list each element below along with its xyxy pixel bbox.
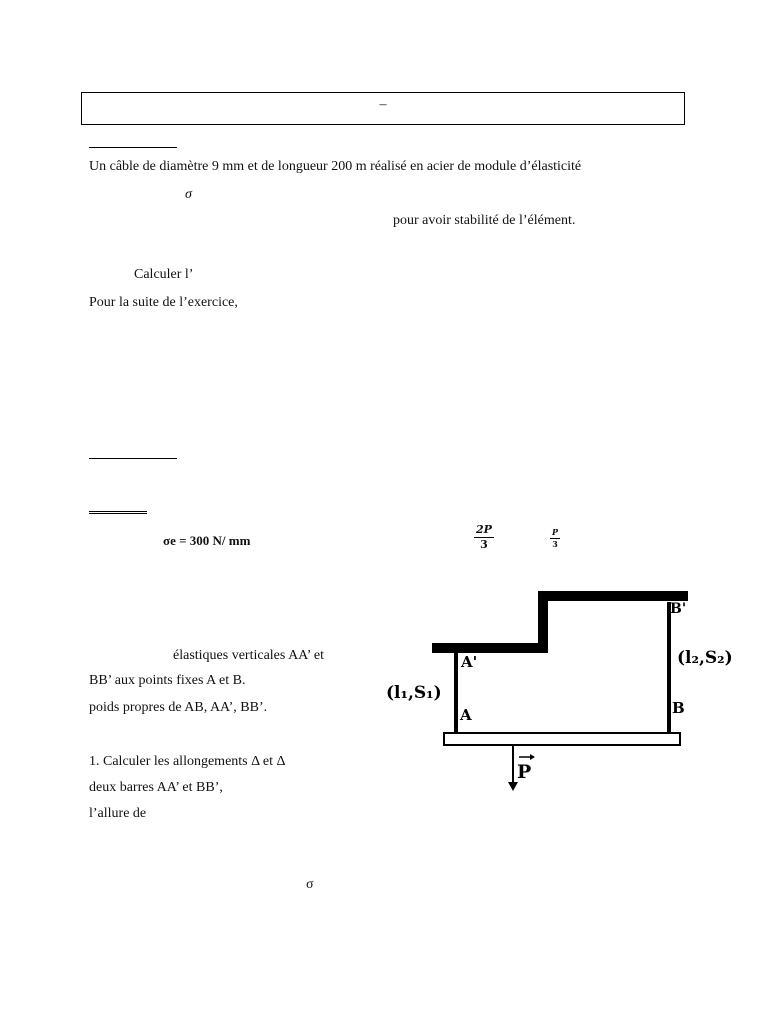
fraction-p-over-3 xyxy=(550,528,560,549)
label-b: B xyxy=(672,699,685,717)
fraction-2p-denominator: 3 xyxy=(480,538,488,551)
data-heading-rule xyxy=(89,511,147,514)
bb-points-text: BB’ aux points fixes A et B. xyxy=(89,673,246,688)
deux-barres-text: deux barres AA’ et BB’, xyxy=(89,780,223,795)
sigma-symbol: σ xyxy=(185,187,192,202)
suite-text: Pour la suite de l’exercice, xyxy=(89,295,238,310)
upper-support-profile xyxy=(432,596,688,648)
beam-ab xyxy=(444,733,680,745)
label-a: A xyxy=(460,706,472,724)
fraction-2p-numerator: 2P xyxy=(476,523,492,536)
exercise-title-box xyxy=(81,92,685,125)
fraction-p-numerator: P xyxy=(552,527,559,537)
fraction-p-denominator: 3 xyxy=(552,539,558,549)
label-b-prime: B' xyxy=(670,601,687,617)
force-arrow-head xyxy=(508,782,518,791)
fraction-2p-over-3 xyxy=(474,524,494,551)
structure-diagram xyxy=(380,580,733,810)
label-bar-1: (l₁,S₁) xyxy=(386,683,442,703)
calculer-text: Calculer l’ xyxy=(134,267,194,282)
section2-heading-rule xyxy=(89,458,177,459)
label-force-p: P xyxy=(517,761,532,783)
question-1-text: 1. Calculer les allongements Δ et Δ xyxy=(89,754,286,769)
yield-stress-value: σe = 300 N/ mm xyxy=(163,533,251,548)
cable-description: Un câble de diamètre 9 mm et de longueur 200 m réalisé en acier de module d’élasticité xyxy=(89,159,582,174)
elastiques-text: élastiques verticales AA’ et xyxy=(173,648,324,663)
label-bar-2: (l₂,S₂) xyxy=(677,648,733,668)
section1-heading-rule xyxy=(89,147,177,148)
force-vector-mark-head xyxy=(530,754,535,760)
sigma-bottom-symbol: σ xyxy=(306,877,314,892)
label-a-prime: A' xyxy=(461,653,478,671)
stability-text: pour avoir stabilité de l’élément. xyxy=(393,213,576,228)
title-box-text: – xyxy=(379,97,387,112)
allure-text: l’allure de xyxy=(89,806,147,821)
poids-text: poids propres de AB, AA’, BB’. xyxy=(89,700,268,715)
